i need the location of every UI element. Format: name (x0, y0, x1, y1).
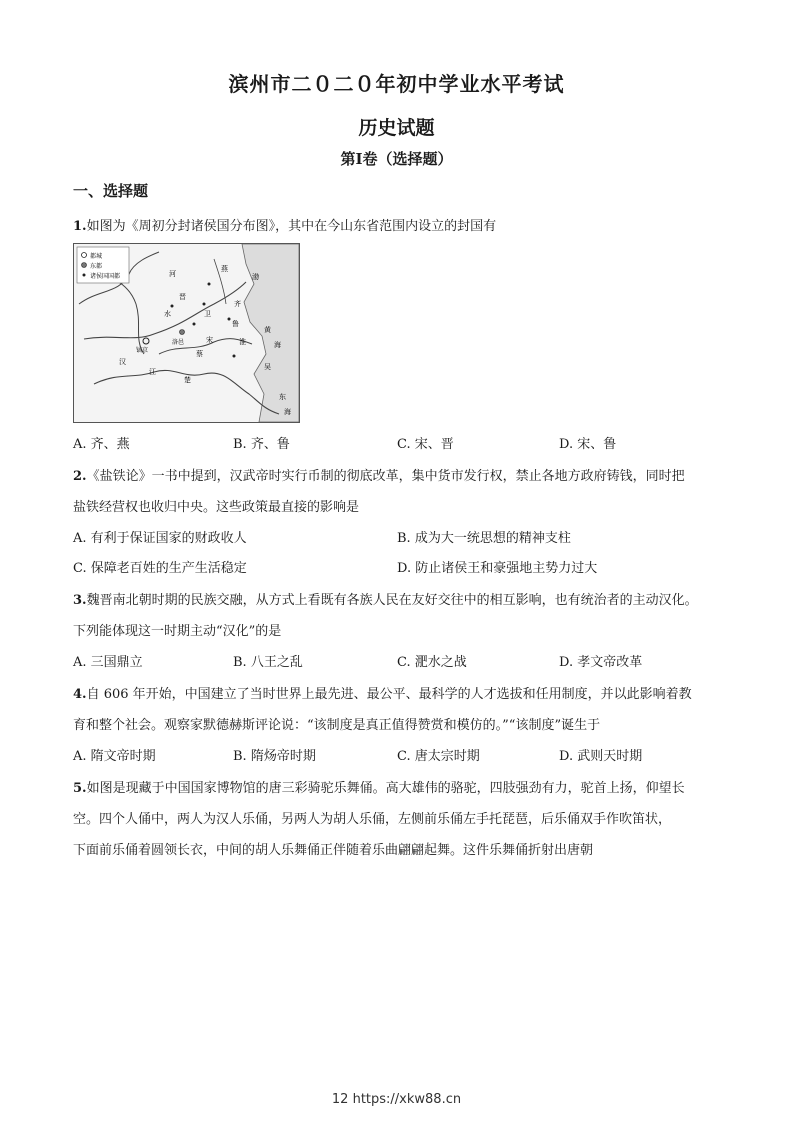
map-label-jin: 晋 (179, 293, 186, 301)
question-5-stem-line-2: 空。四个人俑中，两人为汉人乐俑，另两人为胡人乐俑，左侧前乐俑左手托琵琶，后乐俑双手作吹笛状， (73, 812, 672, 827)
question-3-stem-line-1 (73, 589, 728, 608)
section-heading: 一、选择题 (73, 182, 149, 200)
page-footer: 12 https://xkw88.cn (331, 1092, 462, 1107)
exam-subtitle: 历史试题 (358, 117, 435, 139)
question-number: 3. (73, 593, 87, 608)
map-label-bo: 渤 (252, 273, 259, 281)
q4-option-c[interactable]: C. 唐太宗时期 (397, 749, 480, 764)
question-text: 如图为《周初分封诸侯国分布图》，其中在今山东省范围内设立的封国有 (86, 219, 497, 234)
question-2-stem-line-2: 盐铁经营权也收归中央。这些政策最直接的影响是 (73, 500, 360, 515)
question-3-stem-line-2: 下列能体现这一时期主动“汉化”的是 (73, 624, 282, 639)
q2-option-d[interactable]: D. 防止诸侯王和豪强地主势力过大 (397, 561, 598, 576)
map-label-jiang: 江 (149, 368, 156, 376)
map-label-song: 宋 (206, 336, 213, 344)
q2-option-a[interactable]: A. 有利于保证国家的财政收人 (73, 531, 247, 546)
question-text: 如图是现藏于中国国家博物馆的唐三彩骑驼乐舞俑。高大雄伟的骆驼，四肢强劲有力，驼首上扬，仰望长 (86, 781, 685, 796)
legend-capital: 都城 (90, 253, 103, 260)
map-label-lu: 鲁 (232, 320, 239, 328)
q4-option-a[interactable]: A. 隋文帝时期 (73, 749, 156, 764)
q1-option-d[interactable]: D. 宋、鲁 (559, 437, 617, 452)
feudal-states-map (73, 243, 300, 423)
question-text: 《盐铁论》一书中提到，汉武帝时实行币制的彻底改革，集中货市发行权，禁止各地方政府铸钱，同时把 (86, 469, 685, 484)
question-number: 5. (73, 781, 87, 796)
q3-option-d[interactable]: D. 孝文帝改革 (559, 655, 643, 670)
question-number: 1. (73, 219, 87, 234)
map-label-han: 汉 (119, 358, 126, 366)
map-label-huang: 黄 (264, 326, 271, 334)
question-text: 魏晋南北朝时期的民族交融，从方式上看既有各族人民在友好交往中的相互影响，也有统治者的主动汉化。 (86, 593, 698, 608)
q3-option-c[interactable]: C. 淝水之战 (397, 655, 467, 670)
legend-east-capital: 东都 (90, 263, 103, 270)
map-label-qi: 齐 (234, 300, 241, 308)
legend-state-capital: 诸侯国国都 (90, 273, 121, 280)
map-label-huai: 淮 (239, 338, 246, 346)
map-label-cai: 蔡 (196, 350, 203, 358)
question-4-stem-line-1 (73, 683, 728, 702)
map-label-luoyi: 洛邑 (172, 339, 185, 346)
q2-option-b[interactable]: B. 成为大一统思想的精神支柱 (397, 531, 571, 546)
q2-option-c[interactable]: C. 保障老百姓的生产生活稳定 (73, 561, 247, 576)
question-2-stem-line-1 (73, 465, 728, 484)
volume-heading: 第Ⅰ卷（选择题） (340, 150, 453, 168)
q1-option-b[interactable]: B. 齐、鲁 (233, 437, 290, 452)
question-number: 4. (73, 687, 87, 702)
map-label-wei: 卫 (204, 310, 211, 318)
map-label-hai-1: 海 (274, 341, 281, 349)
map-label-wu: 吴 (264, 363, 271, 371)
map-label-dong: 东 (279, 393, 286, 401)
q3-option-b[interactable]: B. 八王之乱 (233, 655, 303, 670)
exam-title: 滨州市二０二０年初中学业水平考试 (228, 72, 565, 96)
q1-option-a[interactable]: A. 齐、燕 (73, 437, 130, 452)
map-label-chu: 楚 (184, 376, 191, 384)
map-label-he: 河 (169, 270, 176, 278)
question-number: 2. (73, 469, 87, 484)
map-label-yan: 燕 (221, 265, 228, 273)
map-label-haojing: 镐京 (136, 347, 149, 354)
q4-option-b[interactable]: B. 隋炀帝时期 (233, 749, 316, 764)
q3-option-a[interactable]: A. 三国鼎立 (73, 655, 143, 670)
question-5-stem-line-3: 下面前乐俑着圆领长衣，中间的胡人乐舞俑正伴随着乐曲翩翩起舞。这件乐舞俑折射出唐朝 (73, 843, 594, 858)
question-4-stem-line-2: 育和整个社会。观察家默德赫斯评论说：“该制度是真正值得赞赏和模仿的。”“该制度”诞生于 (73, 718, 601, 733)
map-label-shui: 水 (164, 310, 171, 318)
question-1-stem (73, 215, 728, 234)
q4-option-d[interactable]: D. 武则天时期 (559, 749, 643, 764)
question-text: 自 606 年开始，中国建立了当时世界上最先进、最公平、最科学的人才选拔和任用制度，并以此影响着教 (86, 687, 692, 702)
map-label-hai-2: 海 (284, 408, 291, 416)
q1-option-c[interactable]: C. 宋、晋 (397, 437, 454, 452)
question-5-stem-line-1 (73, 777, 728, 796)
